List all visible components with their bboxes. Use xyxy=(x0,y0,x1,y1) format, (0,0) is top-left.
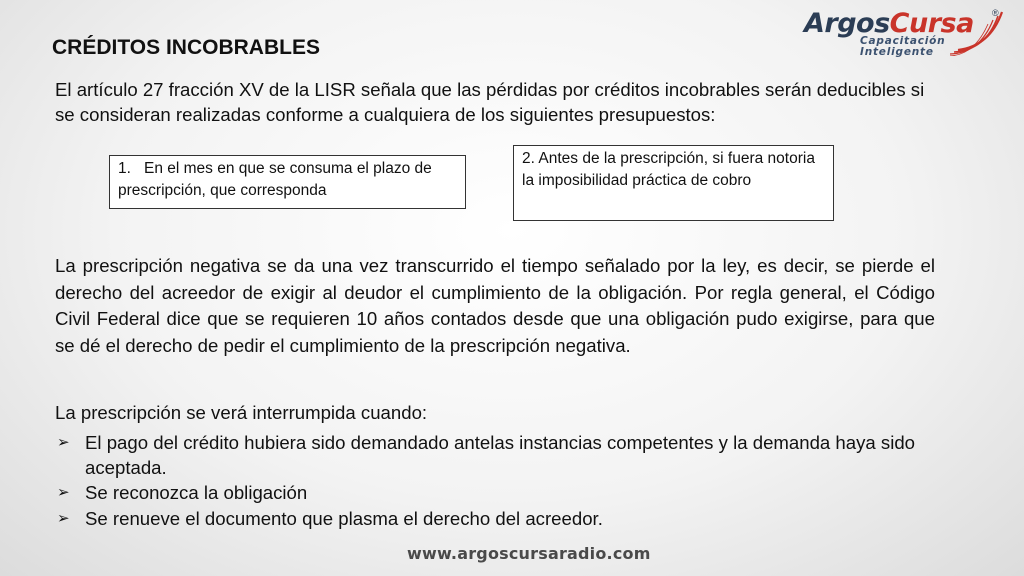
argoscursa-logo xyxy=(800,6,1005,58)
list-item: ➢ Se renueve el documento que plasma el derecho del acreedor. xyxy=(55,507,945,532)
condition-box-2 xyxy=(513,145,834,221)
condition-box-1 xyxy=(109,155,466,209)
arrow-bullet-icon: ➢ xyxy=(57,484,70,501)
logo-registered-mark: ® xyxy=(992,8,999,18)
arrow-bullet-icon: ➢ xyxy=(57,434,70,451)
prescription-paragraph: La prescripción negativa se da una vez transcurrido el tiempo señalado por la ley, es decir, se pierde el derecho del acreedor de exigir al deudor el cumplimiento de la obligación. Por regla general, el Código Civil Federal dice que se requieren 10 años contados desde que una obligación pudo exigirse, para que se dé el derecho de pedir el cumplimiento de la prescripción negativa. xyxy=(55,255,935,356)
slide-title: CRÉDITOS INCOBRABLES xyxy=(52,36,320,59)
logo-brand-name: ArgosCursa xyxy=(804,8,974,39)
condition-box-1-number: 1. xyxy=(118,160,131,177)
logo-tagline: Capacitación Inteligente xyxy=(860,35,946,58)
intro-text: El artículo 27 fracción XV de la LISR señala que las pérdidas por créditos incobrables serán deducibles si se consideran realizadas conforme a cualquiera de los siguientes presupuestos: xyxy=(55,79,925,125)
list-item: ➢ El pago del crédito hubiera sido demandado antelas instancias competentes y la demanda haya sido aceptada. xyxy=(57,432,916,478)
condition-box-2-text: 2. Antes de la prescripción, si fuera notoria la imposibilidad práctica de cobro xyxy=(522,150,815,189)
interruption-list xyxy=(55,431,945,532)
interruption-lead: La prescripción se verá interrumpida cuando: xyxy=(55,402,428,423)
list-item: ➢ Se reconozca la obligación xyxy=(55,481,945,506)
arrow-bullet-icon: ➢ xyxy=(57,509,70,527)
footer-url: www.argoscursaradio.com xyxy=(407,544,651,563)
condition-box-1-text: En el mes en que se consuma el plazo de prescripción, que corresponda xyxy=(118,160,432,199)
